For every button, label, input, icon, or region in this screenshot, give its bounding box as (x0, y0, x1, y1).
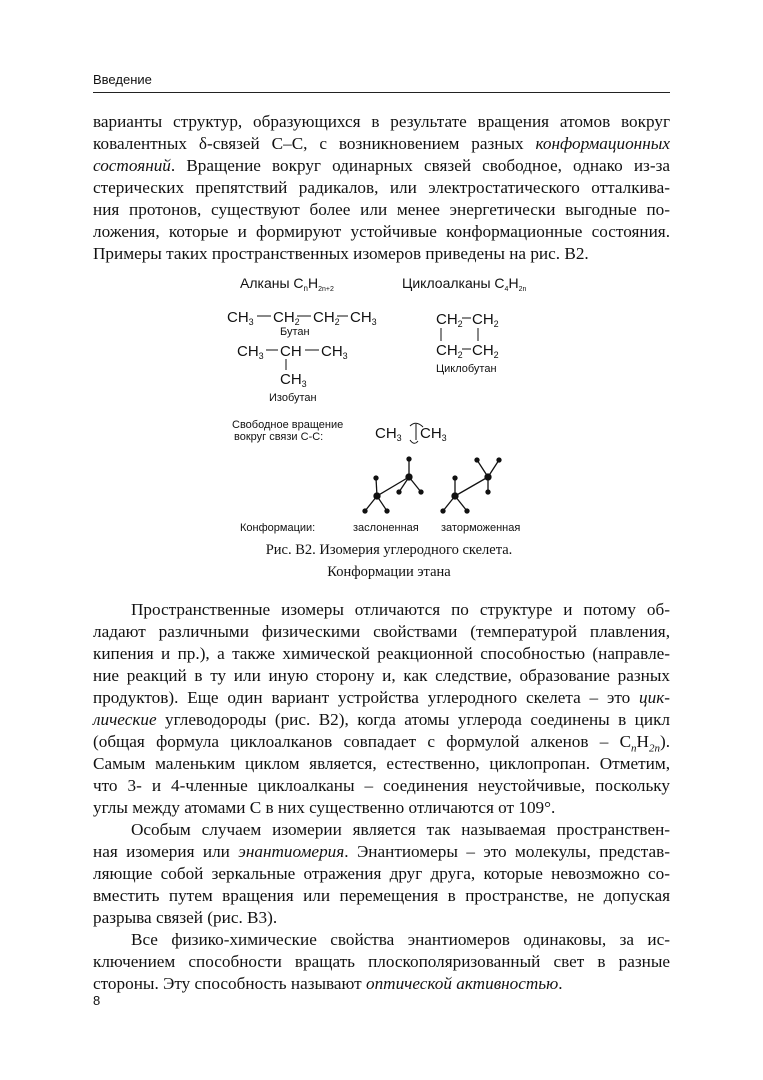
butane-label: Бутан (280, 326, 310, 338)
text-segment: стороны. Эту способность называют (93, 974, 366, 993)
italic-text: n (631, 742, 637, 755)
text-segment: . Вращение вокруг одинарных связей свободное, однако из-за (170, 156, 670, 175)
eclipsed-conformation-diagram (363, 457, 423, 513)
svg-text:CH2: $CH_2$ (313, 309, 340, 327)
isobutane-label: Изобутан (269, 392, 317, 404)
running-header: Введение (93, 72, 152, 87)
text-segment: стерических препятствий радикалов, или электростатического отталкива- (93, 178, 670, 197)
svg-text:CH2: $CH_2$ (436, 311, 463, 329)
text-segment: ложения, которые и формируют устойчивые конформационные состояния. (93, 222, 670, 241)
text-segment: варианты структур, образующихся в результате вращения атомов вокруг (93, 112, 670, 131)
rotation-label-2: вокруг связи С-С: (234, 431, 324, 443)
svg-text:CH3: $CH_3$ (227, 309, 254, 327)
cycloalkanes-title (402, 275, 526, 293)
svg-text:CH2: $CH_2$ (472, 311, 499, 329)
alkanes-title (240, 275, 334, 293)
svg-text:CH3: $CH_3$ (350, 309, 377, 327)
text-segment: . Энантиомеры – это молекулы, представ- (344, 842, 671, 861)
text-segment: углы между атомами С в них существенно отличаются от 109°. (93, 798, 556, 817)
text-segment: ковалентных δ-связей С–С, с возникновением разных (93, 134, 536, 153)
svg-text:CH3: $CH_3$ (280, 371, 307, 389)
text-segment: Самым маленьким циклом является, естественно, циклопропан. Отметим, (93, 754, 670, 773)
isobutane-formula (237, 343, 348, 389)
text-segment: ние реакций в ту или иную сторону и, как следствие, образование разных (93, 666, 670, 685)
text-segment: вместить путем вращения или перемещения в пространстве, не допуская (93, 886, 670, 905)
ethane-rotation-formula (375, 423, 447, 443)
text-segment: продуктов). Еще один вариант устройства углеродного скелета – это (93, 688, 640, 707)
staggered-label: заторможенная (441, 522, 521, 534)
italic-text: конформационных (535, 134, 670, 153)
figure-caption-line-2: Конформации этана (327, 564, 451, 580)
text-segment: ния протонов, существуют более или менее энергетически выгодные по- (93, 200, 670, 219)
italic-text: лические (93, 710, 157, 729)
text-segment: H (636, 732, 649, 751)
page-number: 8 (93, 993, 101, 1008)
text-segment: кипения и пр.), а также химической реакционной способностью (направле- (93, 644, 670, 663)
italic-text: оптической активностью (365, 974, 559, 993)
text-segment: Пространственные изомеры отличаются по структуре и потому об- (131, 600, 670, 619)
butane-formula (227, 309, 377, 327)
conformations-label: Конформации: (240, 522, 316, 534)
svg-text:CH3: $CH_3$ (420, 425, 447, 443)
svg-text:CH2: $CH_2$ (273, 309, 300, 327)
svg-text:CH2: $CH_2$ (436, 342, 463, 360)
italic-text: цик- (639, 688, 670, 707)
text-segment: Особым случаем изомерии является так называемая пространствен- (131, 820, 670, 839)
cyclobutane-label: Циклобутан (436, 363, 497, 375)
italic-text: состояний (93, 156, 171, 175)
text-segment: ляющие собой зеркальные отражения друг друга, которые невозможно со- (93, 864, 670, 883)
text-segment: ная изомерия или (93, 842, 239, 861)
text-segment: ключением способности вращать плоскополяризованный свет в разные (93, 952, 670, 971)
cyclobutane-formula (436, 311, 499, 360)
svg-text:CH2: $CH_2$ (472, 342, 499, 360)
staggered-conformation-diagram (441, 458, 501, 513)
rotation-label-1: Свободное вращение (232, 419, 344, 431)
text-segment: что 3- и 4-членные циклоалканы – соединения неустойчивые, поскольку (93, 776, 670, 795)
svg-text:CH3: $CH_3$ (321, 343, 348, 361)
svg-text:CH: CH (280, 343, 302, 360)
text-segment: Все физико-химические свойства энантиомеров одинаковы, за ис- (131, 930, 670, 949)
svg-text:CH3: $CH_3$ (237, 343, 264, 361)
svg-text:Циклоалканы C4H2n: Циклоалканы $C_4H_{2n}$ (402, 275, 527, 293)
text-segment: разрыва связей (рис. В3). (93, 908, 278, 927)
text-segment: . (558, 974, 563, 993)
text-segment: Примеры таких пространственных изомеров приведены на рис. В2. (93, 244, 589, 263)
italic-text: 2n (648, 742, 660, 755)
text-segment: ладают различными физическими свойствами (температурой плавления, (93, 622, 670, 641)
eclipsed-label: заслоненная (353, 522, 419, 534)
svg-text:CH3: $CH_3$ (375, 425, 402, 443)
figure-caption-line-1: Рис. В2. Изомерия углеродного скелета. (265, 542, 513, 558)
text-segment: углеводороды (рис. В2), когда атомы углерода соединены в цикл (156, 710, 670, 729)
text-segment: (общая формула циклоалканов совпадает с формулой алкенов – C (93, 732, 632, 751)
italic-text: энантиомерия (238, 842, 345, 861)
svg-text:Алканы CnH2n+2: Алканы $C_nH_{2n+2}$ (240, 275, 334, 293)
text-segment: ). (659, 732, 670, 751)
